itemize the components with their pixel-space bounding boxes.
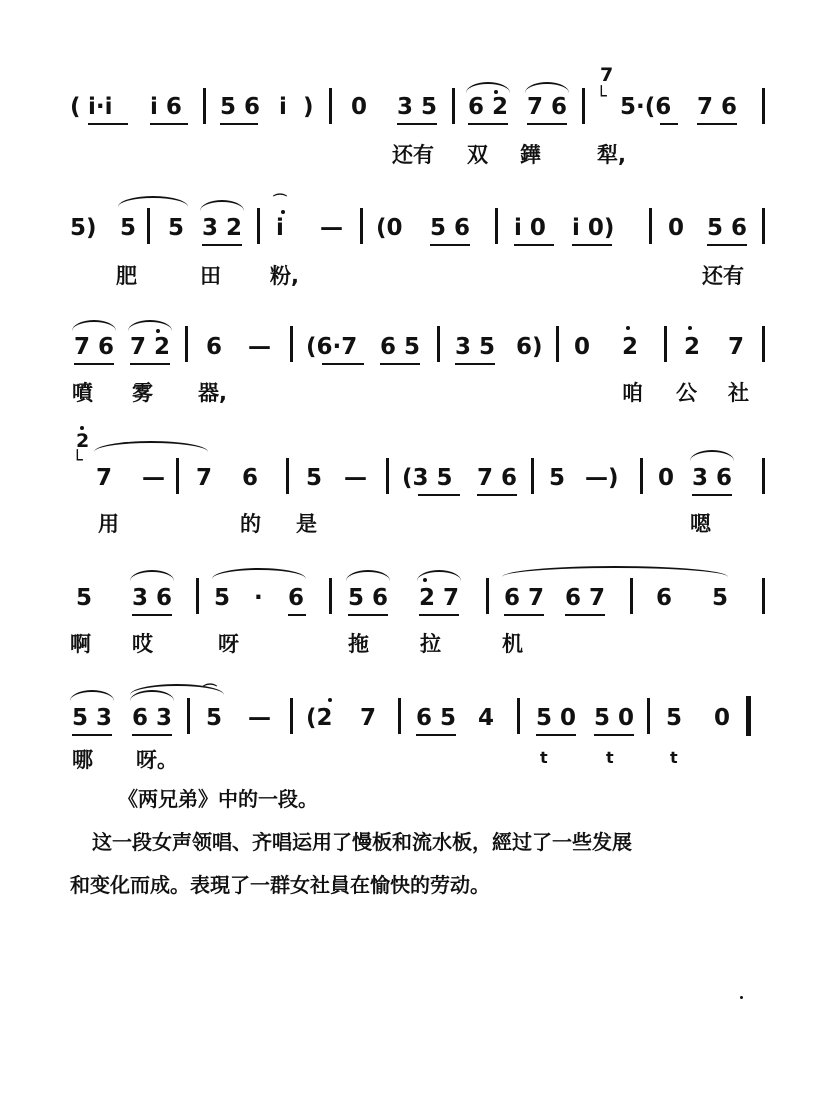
lyric: 哎	[132, 632, 153, 656]
caption: 《两兄弟》中的一段。	[118, 787, 318, 811]
slur	[690, 450, 734, 461]
underline	[322, 363, 364, 365]
lyric: 机	[502, 632, 523, 656]
note: —)	[585, 465, 619, 491]
barline	[329, 578, 332, 614]
slur	[94, 441, 208, 452]
description-line-2: 和变化而成。表現了一群女社員在愉快的劳动。	[70, 873, 490, 897]
fermata: ⌒	[273, 194, 287, 210]
note: 7	[196, 465, 213, 491]
underline	[565, 614, 605, 616]
grace-hook: └	[596, 86, 607, 107]
note: 3 5	[455, 334, 496, 360]
note: 6)	[516, 334, 543, 360]
note: 2	[684, 334, 701, 360]
lyric: 是	[296, 512, 317, 536]
barline	[647, 698, 650, 734]
note: 5)	[70, 215, 97, 241]
lyric: 雾	[132, 381, 153, 405]
underline	[288, 614, 306, 616]
note: 0	[351, 94, 368, 120]
underline	[416, 734, 456, 736]
barline	[329, 88, 332, 124]
grace-hook: └	[72, 450, 83, 471]
note: 3 6	[132, 585, 173, 611]
octave-dot	[494, 90, 498, 94]
note: 6 2	[468, 94, 509, 120]
note: 7	[728, 334, 745, 360]
note: 5·(6	[620, 94, 672, 120]
barline	[398, 698, 401, 734]
note: 2 7	[419, 585, 460, 611]
note: 7 6	[74, 334, 115, 360]
lyric: 噴	[72, 381, 93, 405]
slur	[212, 568, 306, 579]
note: i·i	[88, 94, 113, 120]
note: i 0	[514, 215, 546, 241]
barline	[640, 458, 643, 494]
lyric: 的	[240, 512, 261, 536]
octave-dot	[688, 326, 692, 330]
underline	[468, 123, 508, 125]
lyric: 呀。	[136, 748, 178, 772]
underline	[514, 244, 554, 246]
octave-dot	[281, 210, 285, 214]
note: 5 6	[707, 215, 748, 241]
note: 5	[666, 705, 683, 731]
underline	[527, 123, 567, 125]
underline	[132, 734, 172, 736]
underline	[660, 123, 678, 125]
note: 4	[478, 705, 495, 731]
lyric: 嗯	[690, 512, 711, 536]
barline	[664, 326, 667, 362]
barline	[495, 208, 498, 244]
barline	[762, 458, 765, 494]
underline	[150, 123, 188, 125]
note: 5 0	[594, 705, 635, 731]
tongue-mark: t	[540, 748, 548, 767]
barline	[762, 326, 765, 362]
note: 5	[306, 465, 323, 491]
lyric: 拉	[420, 632, 441, 656]
barline	[649, 208, 652, 244]
underline	[707, 244, 747, 246]
grace-note: 2	[76, 430, 90, 452]
tongue-mark: t	[606, 748, 614, 767]
note: 3 6	[692, 465, 733, 491]
barline	[582, 88, 585, 124]
underline	[455, 363, 495, 365]
note: 5 0	[536, 705, 577, 731]
underline	[130, 363, 170, 365]
note: 5	[214, 585, 231, 611]
note: 0	[574, 334, 591, 360]
note: 5 3	[72, 705, 113, 731]
barline	[147, 208, 150, 244]
note: 6	[656, 585, 673, 611]
note: 6 5	[416, 705, 457, 731]
barline	[556, 326, 559, 362]
barline	[196, 578, 199, 614]
note: 7 6	[697, 94, 738, 120]
note: 7	[360, 705, 377, 731]
slur	[118, 196, 188, 207]
slur	[72, 320, 116, 331]
note: i 0)	[572, 215, 615, 241]
note: 7 2	[130, 334, 171, 360]
note: i 6	[150, 94, 182, 120]
final-barline	[746, 696, 751, 736]
barline	[452, 88, 455, 124]
underline	[380, 363, 420, 365]
note: ·	[254, 585, 263, 611]
note: 2	[622, 334, 639, 360]
note: —	[320, 215, 343, 241]
lyric: 器,	[198, 381, 227, 405]
lyric: 用	[98, 512, 119, 536]
note: i	[276, 215, 284, 241]
barline	[762, 208, 765, 244]
note: —	[248, 334, 271, 360]
note: 5	[120, 215, 137, 241]
lyric: 还有	[702, 264, 744, 288]
underline	[202, 244, 242, 246]
note: 5	[76, 585, 93, 611]
note: 3 5	[397, 94, 438, 120]
underline	[418, 494, 460, 496]
barline	[185, 326, 188, 362]
barline	[176, 458, 179, 494]
slur	[466, 82, 510, 93]
barline	[762, 88, 765, 124]
barline	[486, 578, 489, 614]
note: 6	[206, 334, 223, 360]
underline	[419, 614, 459, 616]
underline	[430, 244, 470, 246]
note: 5	[549, 465, 566, 491]
note: 6	[242, 465, 259, 491]
note: 6 7	[504, 585, 545, 611]
underline	[692, 494, 732, 496]
barline	[360, 208, 363, 244]
note: —	[142, 465, 165, 491]
octave-dot	[80, 426, 84, 430]
note: 5 6	[348, 585, 389, 611]
barline	[517, 698, 520, 734]
note: 0	[658, 465, 675, 491]
lyric: 社	[728, 381, 749, 405]
underline	[348, 614, 388, 616]
note: 6 5	[380, 334, 421, 360]
description-block	[70, 786, 770, 915]
note: 0	[668, 215, 685, 241]
lyric: 肥	[116, 264, 137, 288]
note: 6	[288, 585, 305, 611]
note: —	[248, 705, 271, 731]
lyric: 粉,	[270, 264, 299, 288]
lyric: 拖	[348, 632, 369, 656]
note: 7	[96, 465, 113, 491]
note: 5 6	[430, 215, 471, 241]
note: 6 3	[132, 705, 173, 731]
grace-note: 7	[600, 64, 614, 86]
note: (	[70, 94, 81, 120]
barline	[762, 578, 765, 614]
underline	[88, 123, 128, 125]
barline	[630, 578, 633, 614]
barline	[286, 458, 289, 494]
note: 5	[712, 585, 729, 611]
note: 6 7	[565, 585, 606, 611]
lyric: 还有	[392, 143, 434, 167]
octave-dot	[423, 578, 427, 582]
underline	[72, 734, 112, 736]
note: i	[279, 94, 287, 120]
lyric: 犁,	[597, 143, 626, 167]
note: 5 6	[220, 94, 261, 120]
underline	[536, 734, 576, 736]
underline	[397, 123, 437, 125]
note: —	[344, 465, 367, 491]
slur	[130, 570, 174, 581]
underline	[697, 123, 737, 125]
note: 7 6	[477, 465, 518, 491]
octave-dot	[626, 326, 630, 330]
octave-dot	[156, 329, 160, 333]
lyric: 双	[467, 143, 488, 167]
slur	[502, 566, 728, 577]
barline	[290, 698, 293, 734]
lyric: 鏵	[520, 143, 541, 167]
barline	[257, 208, 260, 244]
description-line-1: 这一段女声领唱、齐唱运用了慢板和流水板，經过了一些发展	[92, 830, 632, 854]
underline	[504, 614, 544, 616]
lyric: 田	[200, 264, 221, 288]
barline	[203, 88, 206, 124]
barline	[386, 458, 389, 494]
lyric: 公	[676, 381, 697, 405]
underline	[594, 734, 634, 736]
note: 3 2	[202, 215, 243, 241]
underline	[220, 123, 258, 125]
note: (2	[306, 705, 333, 731]
slur	[128, 320, 172, 331]
octave-dot	[328, 698, 332, 702]
barline	[290, 326, 293, 362]
fermata: ⌒	[203, 684, 217, 700]
barline	[437, 326, 440, 362]
note: (6·7	[306, 334, 358, 360]
note: 5	[206, 705, 223, 731]
lyric: 哪	[72, 748, 93, 772]
barline	[531, 458, 534, 494]
slur	[525, 82, 569, 93]
note: 0	[714, 705, 731, 731]
underline	[572, 244, 612, 246]
slur	[200, 200, 244, 211]
note: 7 6	[527, 94, 568, 120]
lyric: 咱	[622, 381, 643, 405]
lyric: 啊	[70, 632, 91, 656]
underline	[132, 614, 172, 616]
slur	[346, 570, 390, 581]
note: (3 5	[402, 465, 453, 491]
lyric: 呀	[218, 632, 239, 656]
tongue-mark: t	[670, 748, 678, 767]
underline	[477, 494, 517, 496]
barline	[187, 698, 190, 734]
note: 5	[168, 215, 185, 241]
underline	[74, 363, 114, 365]
note: (0	[376, 215, 403, 241]
speck	[740, 996, 743, 999]
note: )	[303, 94, 314, 120]
slur	[70, 690, 114, 701]
